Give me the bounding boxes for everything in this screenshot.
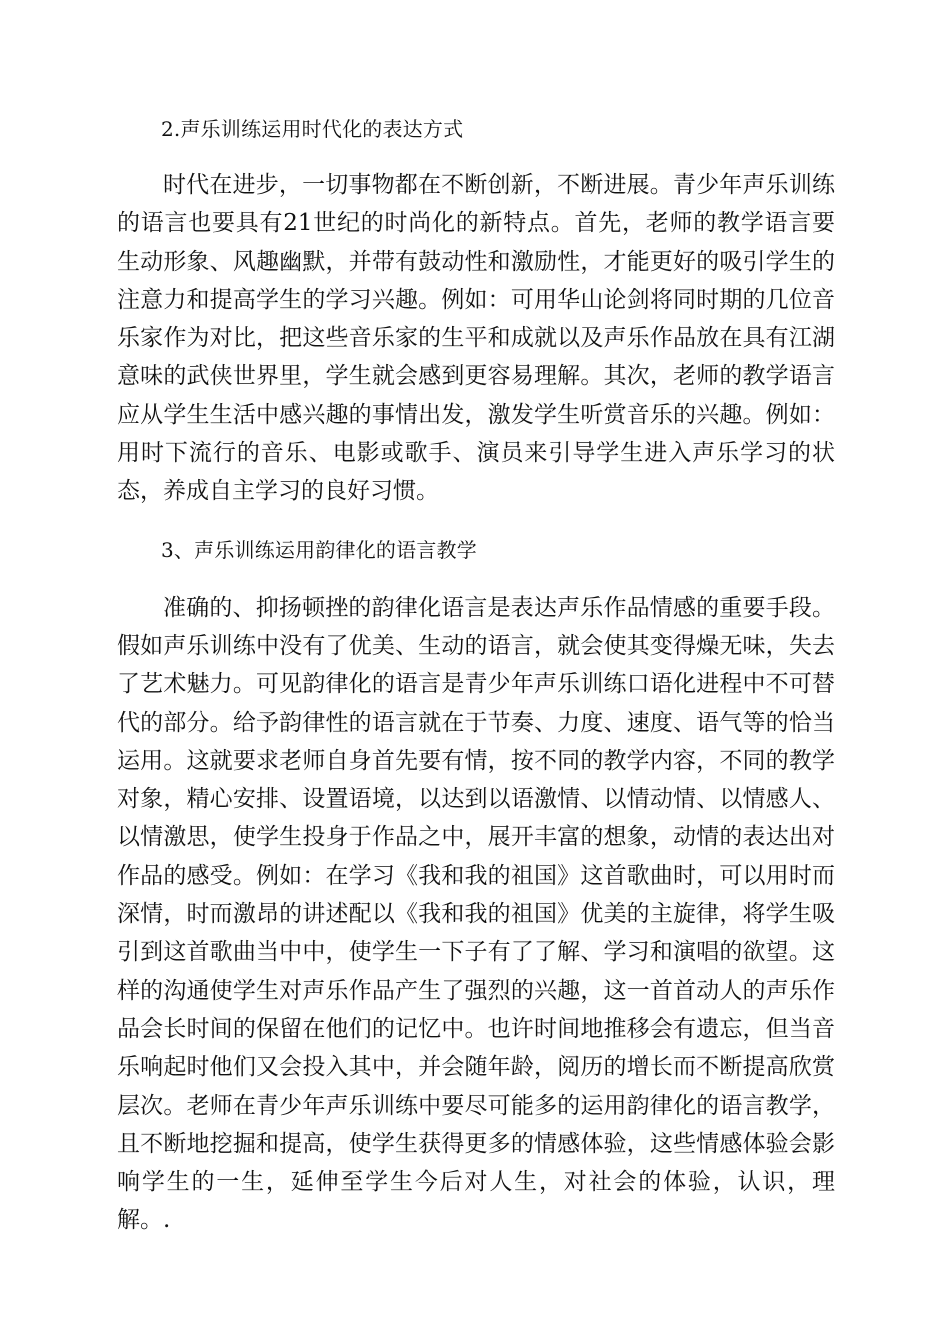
section-2-heading: 2.声乐训练运用时代化的表达方式 (161, 117, 464, 141)
document-body (117, 110, 835, 1240)
section-3-paragraph: 准确的、抑扬顿挫的韵律化语言是表达声乐作品情感的重要手段。假如声乐训练中没有了优美、生动的语言，就会使其变得燥无味，失去了艺术魅力。可见韵律化的语言是青少年声乐训练口语化进程中不可替代的部分。给予韵律性的语言就在于节奏、力度、速度、语气等的恰当运用。这就要求老师自身首先要有情，按不同的教学内容，不同的教学对象，精心安排、设置语境，以达到以语激情、以情动情、以情感人、以情激思，使学生投身于作品之中，展开丰富的想象，动情的表达出对作品的感受。例如：在学习《我和我的祖国》这首歌曲时，可以用时而深情，时而激昂的讲述配以《我和我的祖国》优美的主旋律，将学生吸引到这首歌曲当中中，使学生一下子有了了解、学习和演唱的欲望。这样的沟通使学生对声乐作品产生了强烈的兴趣，这一首首动人的声乐作品会长时间的保留在他们的记忆中。也许时间地推移会有遗忘，但当音乐响起时他们又会投入其中，并会随年龄，阅历的增长而不断提高欣赏层次。老师在青少年声乐训练中要尽可能多的运用韵律化的语言教学，且不断地挖掘和提高，使学生获得更多的情感体验，这些情感体验会影响学生的一生，延伸至学生今后对人生，对社会的体验，认识，理解。. (117, 594, 835, 1234)
section-2-paragraph: 时代在进步，一切事物都在不断创新，不断进展。青少年声乐训练的语言也要具有21世纪的时尚化的新特点。首先，老师的教学语言要生动形象、风趣幽默，并带有鼓动性和激励性，才能更好的吸引学生的注意力和提高学生的学习兴趣。例如：可用华山论剑将同时期的几位音乐家作为对比，把这些音乐家的生平和成就以及声乐作品放在具有江湖意味的武侠世界里，学生就会感到更容易理解。其次，老师的教学语言应从学生生活中感兴趣的事情出发，激发学生听赏音乐的兴趣。例如：用时下流行的音乐、电影或歌手、演员来引导学生进入声乐学习的状态，养成自主学习的良好习惯。 (117, 172, 835, 505)
section-3-heading: 3、声乐训练运用韵律化的语言教学 (161, 537, 477, 562)
